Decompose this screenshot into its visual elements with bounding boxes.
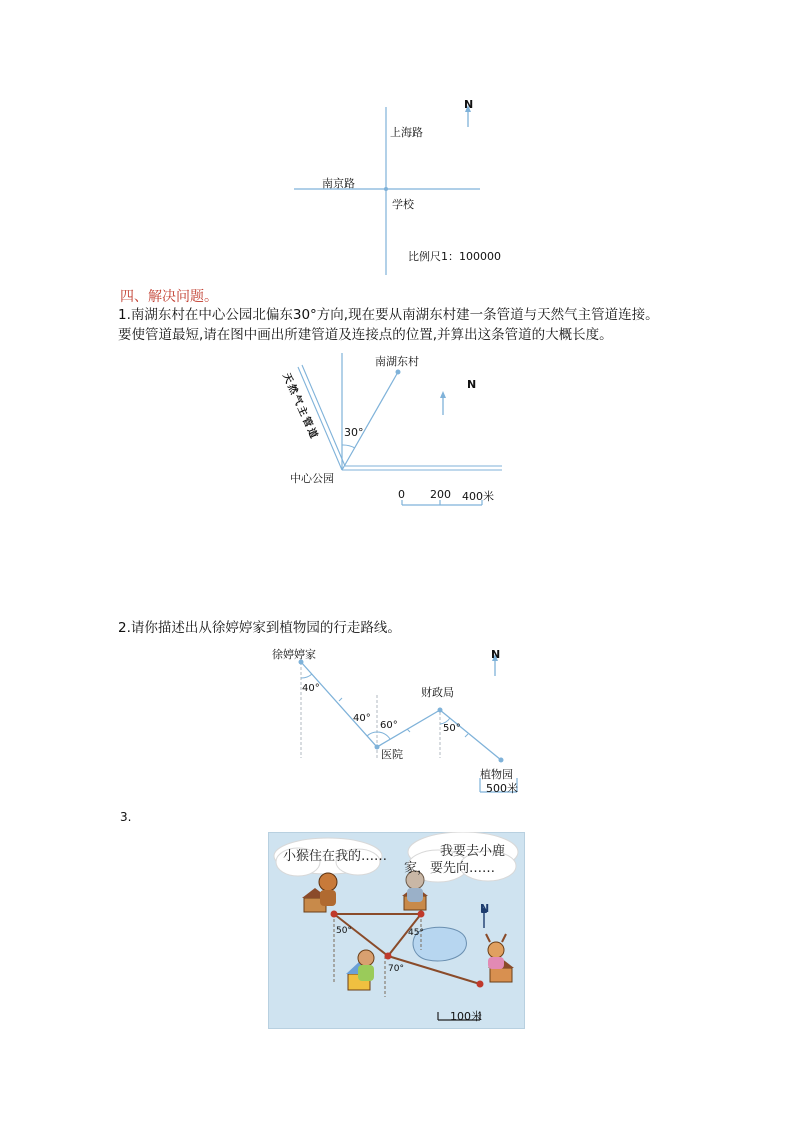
village-label: 南湖东村: [375, 355, 419, 368]
angle-40-hospital: 40°: [353, 713, 371, 724]
park-label: 中心公园: [290, 472, 334, 485]
north-label: N: [480, 902, 490, 915]
scale-label: 比例尺1：100000: [408, 250, 501, 263]
q1-text-line1: 1.南湖东村在中心公园北偏东30°方向,现在要从南湖东村建一条管道与天然气主管道连接。: [118, 307, 659, 323]
scale-200-label: 200: [430, 488, 451, 501]
q2-text: 2.请你描述出从徐婷婷家到植物园的行走路线。: [118, 620, 401, 636]
school-label: 学校: [392, 198, 414, 211]
road-label-nanjing: 南京路: [322, 177, 355, 190]
speech-bubble-left: 小猴住在我的……: [283, 849, 388, 864]
north-label: N: [464, 98, 474, 111]
hospital-label: 医院: [381, 748, 403, 761]
road-label-shanghai: 上海路: [390, 126, 423, 139]
q1-text-line2: 要使管道最短,请在图中画出所建管道及连接点的位置,并算出这条管道的大概长度。: [118, 327, 613, 343]
scale-0-label: 0: [398, 488, 405, 501]
home-label: 徐婷婷家: [272, 648, 316, 661]
speech-bubble-right-line2: 家，要先向……: [404, 861, 496, 876]
scale-500-label: 500米: [486, 782, 518, 795]
scale-100-label: 100米: [450, 1010, 482, 1023]
angle-50-finance: 50°: [443, 723, 461, 734]
angle-30-label: 30°: [344, 426, 364, 439]
angle-50-label: 50°: [336, 926, 352, 936]
angle-60-hospital: 60°: [380, 720, 398, 731]
angle-40-home: 40°: [302, 683, 320, 694]
north-label: N: [467, 378, 477, 391]
angle-70-label: 70°: [388, 964, 404, 974]
north-label: N: [491, 648, 501, 661]
scale-400-label: 400米: [462, 490, 494, 503]
speech-bubble-right-line1: 我要去小鹿: [440, 844, 506, 859]
pipeline-label: 天然气主管道: [280, 371, 320, 442]
q3-number: 3.: [120, 810, 132, 824]
angle-45-label: 45°: [408, 928, 424, 938]
garden-label: 植物园: [480, 768, 513, 781]
section-title: 四、解决问题。: [120, 289, 218, 305]
finance-label: 财政局: [421, 686, 454, 699]
